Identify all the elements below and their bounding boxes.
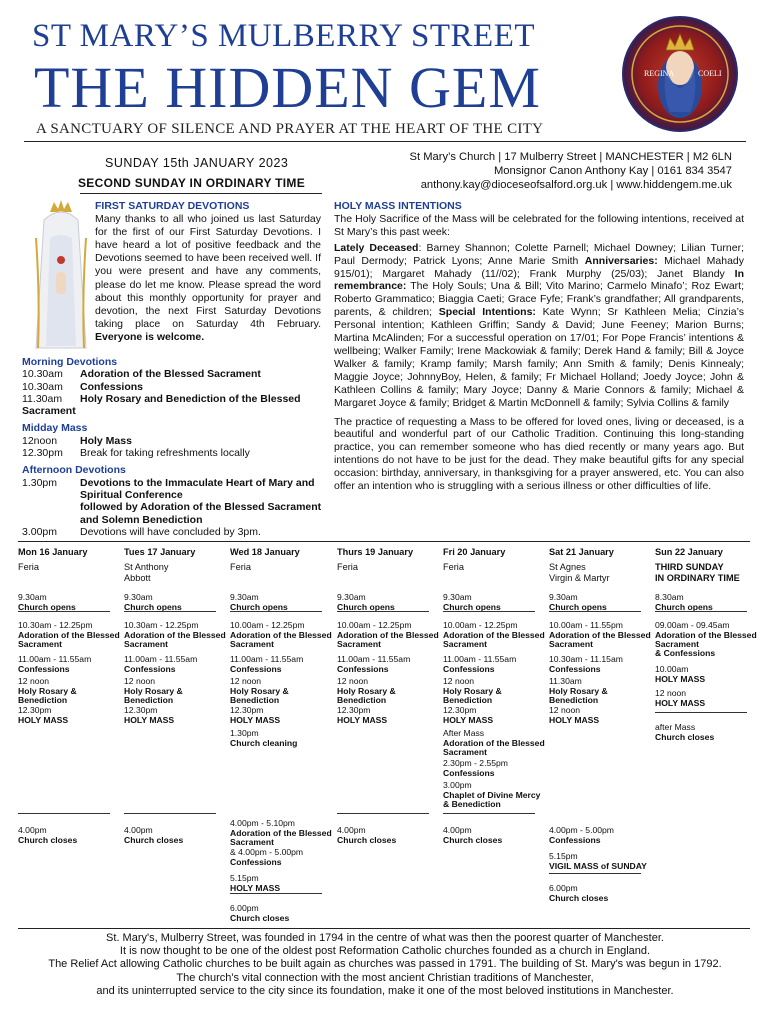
event-label: Confessions xyxy=(549,834,601,845)
schedule-event xyxy=(230,904,334,923)
header-subtitle: ST MARY’S MULBERRY STREET xyxy=(32,18,536,54)
schedule-event xyxy=(337,826,441,845)
column-rule xyxy=(124,813,216,814)
event-time: 6.00pm xyxy=(230,903,259,913)
event-label: Church closes xyxy=(443,834,503,845)
midday-heading: Midday Mass xyxy=(22,422,88,435)
schedule-event xyxy=(230,874,334,893)
event-label: HOLY MASS xyxy=(18,714,69,725)
history-line: The church's vital connection with the most ancient Christian traditions of Manchester, xyxy=(176,971,594,984)
event-time: 11.30am xyxy=(549,676,582,686)
devotions-section xyxy=(95,200,321,344)
day-feast: THIRD SUNDAY IN ORDINARY TIME xyxy=(655,562,740,583)
schedule-event xyxy=(549,593,653,612)
event-label: Church opens xyxy=(230,601,288,612)
contact-priest: Monsignor Canon Anthony Kay | 0161 834 3547 xyxy=(493,165,732,177)
event-time: 12 noon xyxy=(655,688,687,698)
event-time: 6.00pm xyxy=(549,883,578,893)
event-label: Church opens xyxy=(18,601,76,612)
schedule-event xyxy=(549,826,653,845)
event-time: 3.00pm xyxy=(443,780,472,790)
schedule-event xyxy=(230,677,334,706)
schedule-row: 12noon Holy Mass xyxy=(22,434,132,447)
schedule-event xyxy=(443,781,547,810)
devotions-schedule xyxy=(22,356,322,538)
event-label: Adoration of the Blessed Sacrament xyxy=(549,629,651,649)
event-label: Adoration of the Blessed Sacrament xyxy=(443,629,545,649)
schedule-event xyxy=(337,655,441,674)
schedule-event xyxy=(443,706,547,725)
day-heading: Tues 17 January xyxy=(124,547,196,557)
schedule-event xyxy=(655,593,759,612)
day-column xyxy=(337,541,441,927)
schedule-row: 10.30am Confessions xyxy=(22,380,144,393)
event-label: Confessions xyxy=(549,663,601,674)
event-time: 10.00am - 12.25pm xyxy=(337,620,412,630)
event-time: 12.30pm xyxy=(337,705,371,715)
schedule-event xyxy=(124,593,228,612)
day-column xyxy=(230,541,334,927)
event-label: HOLY MASS xyxy=(124,714,175,725)
schedule-event xyxy=(18,655,122,674)
event-label: Confessions xyxy=(337,663,389,674)
event-label: Holy Rosary & Benediction xyxy=(230,685,289,705)
day-column xyxy=(18,541,122,927)
column-rule xyxy=(124,611,216,612)
morning-heading: Morning Devotions xyxy=(22,356,118,368)
day-feast: Feria xyxy=(230,562,251,572)
event-time: after Mass xyxy=(655,722,696,732)
schedule-event xyxy=(230,593,334,612)
mass-heading: HOLY MASS INTENTIONS xyxy=(334,200,462,212)
schedule-row: 1.30pm Devotions to the Immaculate Heart of Mary and Spiritual Conference followed by Adoration of the Blessed Sacrament and Solemn Benediction xyxy=(22,476,322,526)
event-time: 9.30am xyxy=(443,592,472,602)
schedule-event xyxy=(655,665,759,684)
schedule-event xyxy=(124,826,228,845)
schedule-event xyxy=(549,884,653,903)
schedule-row: 10.30am Adoration of the Blessed Sacrament xyxy=(22,368,261,381)
event-label: Confessions xyxy=(230,856,282,867)
event-label: Holy Rosary & Benediction xyxy=(18,685,77,705)
column-rule xyxy=(337,611,429,612)
event-label: HOLY MASS xyxy=(655,673,706,684)
column-rule xyxy=(230,893,322,894)
schedule-event xyxy=(443,729,547,758)
event-time: 4.00pm xyxy=(124,825,153,835)
schedule-event xyxy=(18,826,122,845)
schedule-event xyxy=(124,706,228,725)
history-footer xyxy=(14,932,756,998)
day-heading: Thurs 19 January xyxy=(337,547,414,557)
date-divider xyxy=(80,193,322,194)
schedule-row: 11.30am Holy Rosary and Benediction of the Blessed Sacrament xyxy=(22,392,301,418)
afternoon-heading: Afternoon Devotions xyxy=(22,464,126,477)
schedule-event xyxy=(655,621,759,650)
devotions-welcome: Everyone is welcome. xyxy=(95,330,205,343)
event-time: 4.00pm - 5.00pm xyxy=(549,825,614,835)
event-label: Church closes xyxy=(230,912,290,923)
day-heading: Sat 21 January xyxy=(549,547,614,557)
schedule-event xyxy=(549,706,653,725)
event-label: Confessions xyxy=(443,663,495,674)
day-column xyxy=(655,541,759,927)
event-time: 10.30am - 12.25pm xyxy=(18,620,93,630)
event-label: HOLY MASS xyxy=(337,714,388,725)
event-time: 4.00pm xyxy=(443,825,472,835)
schedule-row: 3.00pm Devotions will have concluded by 3pm. xyxy=(22,525,261,538)
event-time: 11.00am - 11.55am xyxy=(230,654,304,664)
event-label: Church closes xyxy=(655,731,715,742)
day-column xyxy=(443,541,547,927)
event-time: After Mass xyxy=(443,728,485,738)
event-time: 9.30am xyxy=(18,592,47,602)
schedule-event xyxy=(230,621,334,650)
event-time: 11.00am - 11.55am xyxy=(124,654,198,664)
day-feast: Feria xyxy=(18,562,39,572)
schedule-event xyxy=(549,677,653,706)
history-line: St. Mary's, Mulberry Street, was founded in 1794 in the centre of what was then the poorest quarter of Manchester. xyxy=(106,932,664,944)
event-label: Church opens xyxy=(337,601,395,612)
day-heading: Wed 18 January xyxy=(230,547,300,557)
history-divider xyxy=(18,928,750,929)
schedule-event xyxy=(443,593,547,612)
schedule-event xyxy=(230,819,334,848)
event-label: Holy Rosary & Benediction xyxy=(549,685,608,705)
column-rule xyxy=(655,712,747,713)
event-time: 10.00am xyxy=(655,664,689,674)
event-label: Church cleaning xyxy=(230,737,298,748)
event-time: & 4.00pm - 5.00pm xyxy=(230,847,304,857)
column-rule xyxy=(655,611,747,612)
event-time: 8.30am xyxy=(655,592,684,602)
event-time: 9.30am xyxy=(230,592,259,602)
event-time: 5.15pm xyxy=(230,873,259,883)
event-time: 10.00am - 12.25pm xyxy=(443,620,518,630)
event-time: 12 noon xyxy=(18,676,50,686)
schedule-event xyxy=(124,677,228,706)
event-time: 12 noon xyxy=(337,676,369,686)
liturgical-day: SECOND SUNDAY IN ORDINARY TIME xyxy=(78,176,306,190)
schedule-event xyxy=(549,621,653,650)
schedule-event xyxy=(443,677,547,706)
schedule-event xyxy=(230,848,334,867)
event-time: 11.00am - 11.55am xyxy=(18,654,92,664)
event-time: 4.00pm xyxy=(337,825,366,835)
event-label: HOLY MASS xyxy=(230,714,281,725)
event-time: 11.00am - 11.55am xyxy=(443,654,517,664)
schedule-event xyxy=(337,677,441,706)
schedule-event xyxy=(230,729,334,748)
day-column xyxy=(549,541,653,927)
event-label: HOLY MASS xyxy=(443,714,494,725)
devotions-body: Many thanks to all who joined us last Saturday for the first of our First Saturday Devotions. I have heard a lot of positive feedback and the Devotions seemed to have been received well. If you were present and have any comments, please do let me know. Please spread the word about this monthly opportunity for prayer and devotion, the next First Saturday Devotions taking place on Saturday 4th February. xyxy=(95,213,321,330)
day-feast: Feria xyxy=(443,562,464,572)
schedule-event xyxy=(18,706,122,725)
schedule-event xyxy=(443,621,547,650)
event-label: Adoration of the Blessed Sacrament xyxy=(337,629,439,649)
event-label: Holy Rosary & Benediction xyxy=(337,685,396,705)
devotions-heading: FIRST SATURDAY DEVOTIONS xyxy=(95,200,250,212)
contact-block xyxy=(410,150,732,192)
mass-intro: The Holy Sacrifice of the Mass will be celebrated for the following intentions, received at St Mary’s this past week: xyxy=(334,212,744,238)
column-rule xyxy=(18,611,110,612)
weekly-schedule xyxy=(18,541,757,927)
event-label: Chaplet of Divine Mercy & Benediction xyxy=(443,789,541,809)
event-label: HOLY MASS xyxy=(655,697,706,708)
event-time: 10.00am - 11.55pm xyxy=(549,620,623,630)
tagline: A SANCTUARY OF SILENCE AND PRAYER AT THE HEART OF THE CITY xyxy=(36,121,544,137)
event-label: Church opens xyxy=(655,601,713,612)
event-label: Confessions xyxy=(18,663,70,674)
our-lady-statue-image xyxy=(30,198,92,352)
event-label: Adoration of the Blessed Sacrament xyxy=(443,737,545,757)
schedule-event xyxy=(549,852,653,871)
mass-intentions-list: Lately Deceased: Barney Shannon; Colette Parnell; Michael Downey; Lilian Turner; Paul Dermody; Patrick Lyons; Anne Marie Smith Anniversaries: Michael Mahady 915/01); Margaret Mahady (11//02); Frank Murphy (25/03); Janet Blandy In remembrance: The Holy Souls; Una & Bill; Vito Marino; Carmelo Minafo’; Roz Ewart; Roberto Grammatico; Biaggia Caeti; Grace Fyfe; Frank’s grandfather; All grandparents, parents, & children; Special Intentions: Kate Wynn; Sr Kathleen Melia; Cinzia’s Personal intention; Kathleen Griffin; Sandy & David; June Feeney; Marion Burns; Martina McAlinden; For a successful operation on 17/01; For Pope Francis’ intentions & wellbeing; Walker Family; Irene Mackowiak & family; Derek Hand & family; Bill & Joyce Walker & family; Kramp family; Marsh family; Ann Smith & family; Denis Kinnealy; Maggie Joyce; JohnnyBoy, Helen, & family; Fr Michael Holland; Joedy Joyce; John & Kathleen Collins & family; Mary Joyce; Danny & Marie Connors & family; Michael & Margaret Joyce & family; Bridget & Martin McDonnell & family; Sylvia Collins & family xyxy=(334,241,745,409)
schedule-event xyxy=(18,593,122,612)
column-rule xyxy=(18,813,110,814)
event-label: VIGIL MASS of SUNDAY xyxy=(549,860,647,871)
date-line: SUNDAY 15th JANUARY 2023 xyxy=(105,156,289,170)
event-label: Confessions xyxy=(230,663,282,674)
event-label: Church closes xyxy=(549,892,609,903)
column-rule xyxy=(549,611,641,612)
event-label: Church opens xyxy=(443,601,501,612)
schedule-event xyxy=(655,689,759,708)
column-rule xyxy=(443,611,535,612)
event-label: Adoration of the Blessed Sacrament xyxy=(18,629,120,649)
contact-email-web: anthony.kay@dioceseofsalford.org.uk | www.hiddengem.me.uk xyxy=(420,179,732,191)
event-time: 12 noon xyxy=(549,705,581,715)
schedule-event xyxy=(655,649,759,659)
event-time: 9.30am xyxy=(549,592,578,602)
contact-address: St Mary’s Church | 17 Mulberry Street | MANCHESTER | M2 6LN xyxy=(409,151,732,163)
day-heading: Fri 20 January xyxy=(443,547,506,557)
event-label: Confessions xyxy=(443,767,495,778)
schedule-event xyxy=(655,723,759,742)
schedule-event xyxy=(230,706,334,725)
event-time: 12.30pm xyxy=(18,705,52,715)
column-rule xyxy=(337,813,429,814)
event-time: 10.00am - 12.25pm xyxy=(230,620,305,630)
event-time: 12 noon xyxy=(230,676,262,686)
schedule-event xyxy=(443,826,547,845)
event-time: 12.30pm xyxy=(230,705,264,715)
event-time: 1.30pm xyxy=(230,728,259,738)
event-time: 4.00pm xyxy=(18,825,47,835)
emblem-text-left: REGINA xyxy=(644,69,675,78)
schedule-row: 12.30pm Break for taking refreshments locally xyxy=(22,447,250,460)
schedule-event xyxy=(337,621,441,650)
event-label: Adoration of the Blessed Sacrament xyxy=(655,629,757,649)
event-label: Church opens xyxy=(549,601,607,612)
event-label: Holy Rosary & Benediction xyxy=(443,685,502,705)
event-time: 10.30am - 11.15am xyxy=(549,654,623,664)
regina-coeli-emblem-image xyxy=(622,16,738,132)
schedule-event xyxy=(124,655,228,674)
event-label: Holy Rosary & Benediction xyxy=(124,685,183,705)
event-time: 10.30am - 12.25pm xyxy=(124,620,199,630)
event-label: Church opens xyxy=(124,601,182,612)
page-title: THE HIDDEN GEM xyxy=(34,55,541,120)
header-divider xyxy=(24,141,746,142)
mass-intentions-section xyxy=(334,200,744,499)
schedule-event xyxy=(337,706,441,725)
day-heading: Sun 22 January xyxy=(655,547,723,557)
event-time: 12 noon xyxy=(124,676,156,686)
day-feast: St Agnes Virgin & Martyr xyxy=(549,562,610,583)
event-time: 12.30pm xyxy=(443,705,477,715)
history-line: The Relief Act allowing Catholic churches to be built again as churches was passed in 1791. The building of St. Mary's was begun in 1792. xyxy=(48,958,722,971)
schedule-event xyxy=(443,655,547,674)
event-time: 9.30am xyxy=(337,592,366,602)
event-time: 2.30pm - 2.55pm xyxy=(443,758,508,768)
event-label: Adoration of the Blessed Sacrament xyxy=(124,629,226,649)
event-label: Adoration of the Blessed Sacrament xyxy=(230,827,332,847)
schedule-event xyxy=(230,655,334,674)
event-label: Church closes xyxy=(337,834,397,845)
schedule-event xyxy=(124,621,228,650)
day-column xyxy=(124,541,228,927)
schedule-event xyxy=(549,655,653,674)
event-time: 4.00pm - 5.10pm xyxy=(230,818,295,828)
event-label: Adoration of the Blessed Sacrament xyxy=(230,629,332,649)
event-time: 5.15pm xyxy=(549,851,578,861)
event-time: 12.30pm xyxy=(124,705,158,715)
event-time: 9.30am xyxy=(124,592,153,602)
schedule-event xyxy=(18,677,122,706)
schedule-event xyxy=(443,759,547,778)
day-feast: Feria xyxy=(337,562,358,572)
event-label: Confessions xyxy=(124,663,176,674)
schedule-event xyxy=(337,593,441,612)
day-feast: St Anthony Abbott xyxy=(124,562,169,583)
column-rule xyxy=(443,813,535,814)
event-label: Church closes xyxy=(18,834,78,845)
history-line: and its uninterrupted service to the city since its foundation, make it one of the most beloved institutions in Manchester. xyxy=(96,984,674,997)
event-label: & Confessions xyxy=(655,648,716,658)
event-label: HOLY MASS xyxy=(549,714,600,725)
schedule-event xyxy=(18,621,122,650)
mass-practice: The practice of requesting a Mass to be offered for loved ones, living or deceased, is a beautiful and wonderful part of our Catholic Tradition. Continuing this long-standing practice, you can remember someone who has died recently or many years ago. But intentions do not have to be just for the dead. They make beautiful gifts for any special occasion: birthday, anniversary, in thanksgiving for a prayer answered, etc. You can also offer an intention who is struggling with a serious illness or other difficulties of life. xyxy=(334,415,744,493)
day-heading: Mon 16 January xyxy=(18,547,88,557)
column-rule xyxy=(549,873,641,874)
event-label: Church closes xyxy=(124,834,184,845)
event-time: 09.00am - 09.45am xyxy=(655,620,730,630)
event-label: HOLY MASS xyxy=(230,882,281,893)
emblem-text-right: COELI xyxy=(698,69,722,78)
history-line: It is now thought to be one of the oldest post Reformation Catholic churches founded as a church in England. xyxy=(119,945,651,958)
event-time: 11.00am - 11.55am xyxy=(337,654,411,664)
event-time: 12 noon xyxy=(443,676,475,686)
column-rule xyxy=(230,611,322,612)
